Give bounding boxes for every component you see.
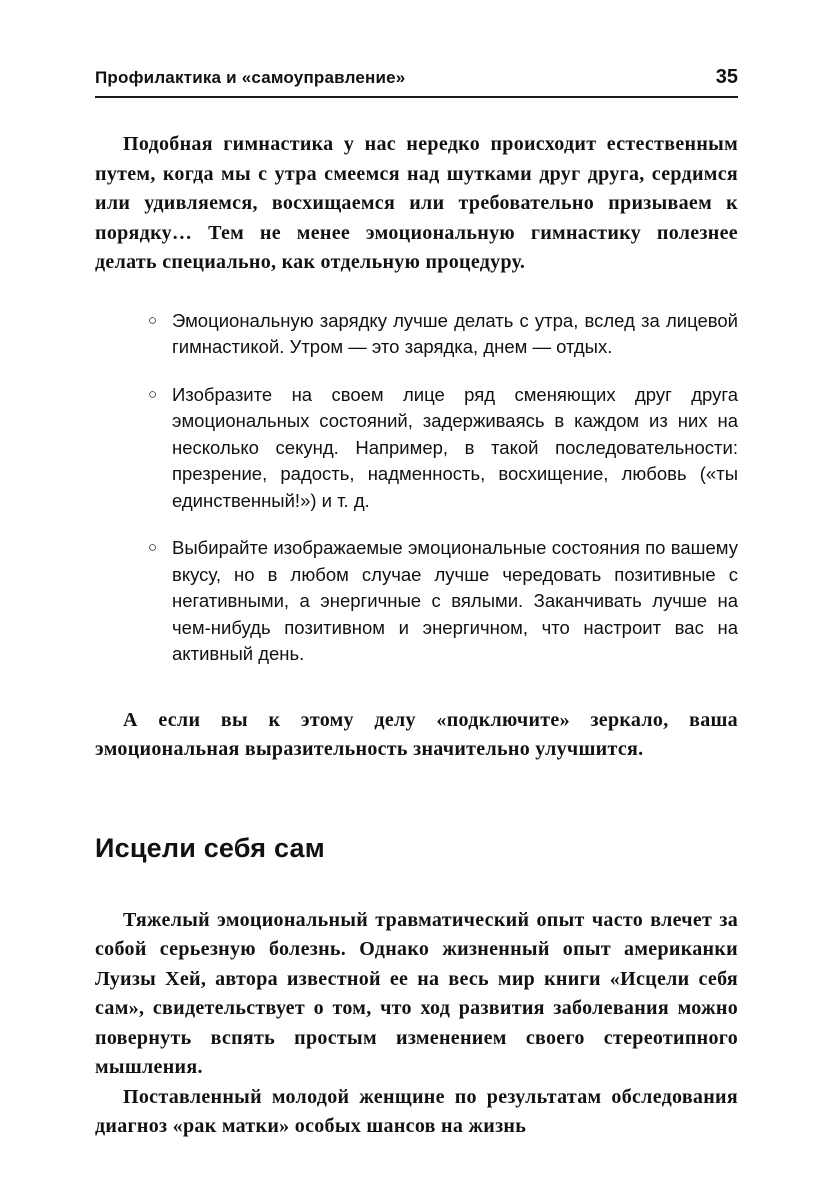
heal-paragraph-2: Поставленный молодой женщине по результатам обследования диагноз «рак матки» особых шансов на жизнь [95,1085,738,1137]
intro-paragraph: Подобная гимнастика у нас нередко происходит естественным путем, когда мы с утра смеемся над шутками друг друга, сердимся или удивляемся, восхищаемся или требовательно призываем к порядку… Тем не менее эмоциональную гимнастику полезнее делать специально, как отдельную процедуру. [95,133,738,273]
list-item [148,308,738,361]
list-item-text: Выбирайте изображаемые эмоциональные состояния по вашему вкусу, но в любом случае лучше чередовать позитивные с негативными, а энергичные с вялыми. Заканчивать лучше на чем-нибудь позитивном и энергичном, что настроит вас на активный день. [172,537,738,664]
circle-bullet-icon: ○ [148,311,158,329]
circle-bullet-icon: ○ [148,385,158,403]
page-number: 35 [715,66,738,88]
heal-paragraph-1: Тяжелый эмоциональный травматический опыт часто влечет за собой серьезную болезнь. Однако жизненный опыт американки Луизы Хей, автора известной ее на весь мир книги «Исцели себя сам», свидетельствует о том, что ход развития заболевания можно повернуть вспять простым изменением своего стереотипного мышления. [95,908,738,1078]
circle-bullet-icon: ○ [148,539,158,556]
list-item [148,535,738,668]
list-item-text: Изобразите на своем лице ряд сменяющих друг друга эмоциональных состояний, задерживаясь в каждом из них на несколько секунд. Например, в такой последовательности: презрение, радость, надменность, восхищение, любовь («ты единственный!») и т. д. [172,383,738,511]
list-item-text: Эмоциональную зарядку лучше делать с утра, вслед за лицевой гимнастикой. Утром — это зарядка, днем — отдых. [172,309,738,357]
section-heading: Исцели себя сам [95,832,325,863]
list-item [148,382,738,515]
bullet-list [95,308,738,668]
page-header [95,66,738,98]
mirror-paragraph: А если вы к этому делу «подключите» зеркало, ваша эмоциональная выразительность значительно улучшится. [95,708,738,760]
running-title: Профилактика и «самоуправление» [95,68,406,87]
